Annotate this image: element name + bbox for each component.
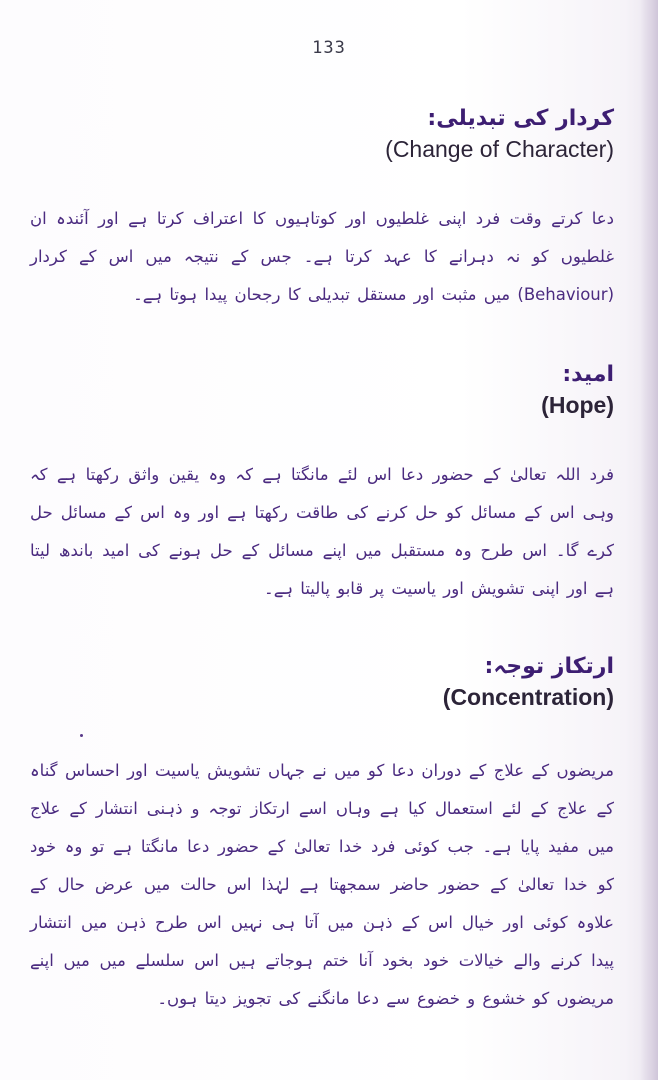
page-number: 133: [312, 38, 346, 58]
section-concentration: [30, 652, 614, 1018]
section-heading-english: (Hope): [541, 392, 614, 418]
section-paragraph: مریضوں کے علاج کے دوران دعا کو میں نے جہاں تشویش یاسیت اور احساس گناہ کے علاج کے لئے استعمال کیا ہے وہاں اسے ارتکاز توجہ و ذہنی انتشار کے علاج میں مفید پایا ہے۔ جب کوئی فرد خدا تعالیٰ کے حضور دعا مانگتا ہے تو وہ خود کو خدا تعالیٰ کے حضور حاضر سمجھتا ہے لہٰذا اس حالت میں عرض حال کے علاوہ کوئی اور خیال اس کے ذہن میں آتا ہی نہیں اس طرح ذہن میں انتشار پیدا کرنے والے خیالات خود بخود آنا ختم ہوجاتے ہیں اس سلسلے میں میں اپنے مریضوں کو خشوع و خضوع سے دعا مانگنے کی تجویز دیتا ہوں۔: [30, 761, 614, 1008]
section-paragraph: فرد اللہ تعالیٰ کے حضور دعا اس لئے مانگتا ہے کہ وہ یقین واثق رکھتا ہے کہ وہی اس کے مسائل کو حل کرنے کی طاقت رکھتا ہے اور وہ اس کے مسائل حل کرے گا۔ اس طرح وہ مستقبل میں اپنے مسائل کے حل ہونے کی امید باندھ لیتا ہے اور اپنی تشویش اور یاسیت پر قابو پالیتا ہے۔: [30, 465, 614, 598]
section-heading-english: (Concentration): [442, 684, 614, 710]
page-spine-shadow: [640, 0, 658, 1080]
section-heading-urdu: کردار کی تبدیلی:: [427, 106, 614, 131]
section-paragraph: دعا کرتے وقت فرد اپنی غلطیوں اور کوتاہیوں کا اعتراف کرتا ہے اور آئندہ ان غلطیوں کو نہ دہرانے کا عہد کرتا ہے۔ جس کے نتیجہ میں اس کے کردار (Behaviour) میں مثبت اور مستقل تبدیلی کا رجحان پیدا ہوتا ہے۔: [30, 209, 614, 304]
section-hope: [30, 360, 614, 608]
ink-speck: [80, 734, 83, 737]
section-change-of-character: [30, 104, 614, 314]
section-heading-urdu: امید:: [562, 362, 614, 387]
section-heading-urdu: ارتکاز توجہ:: [484, 654, 614, 679]
section-heading-english: (Change of Character): [385, 136, 614, 162]
